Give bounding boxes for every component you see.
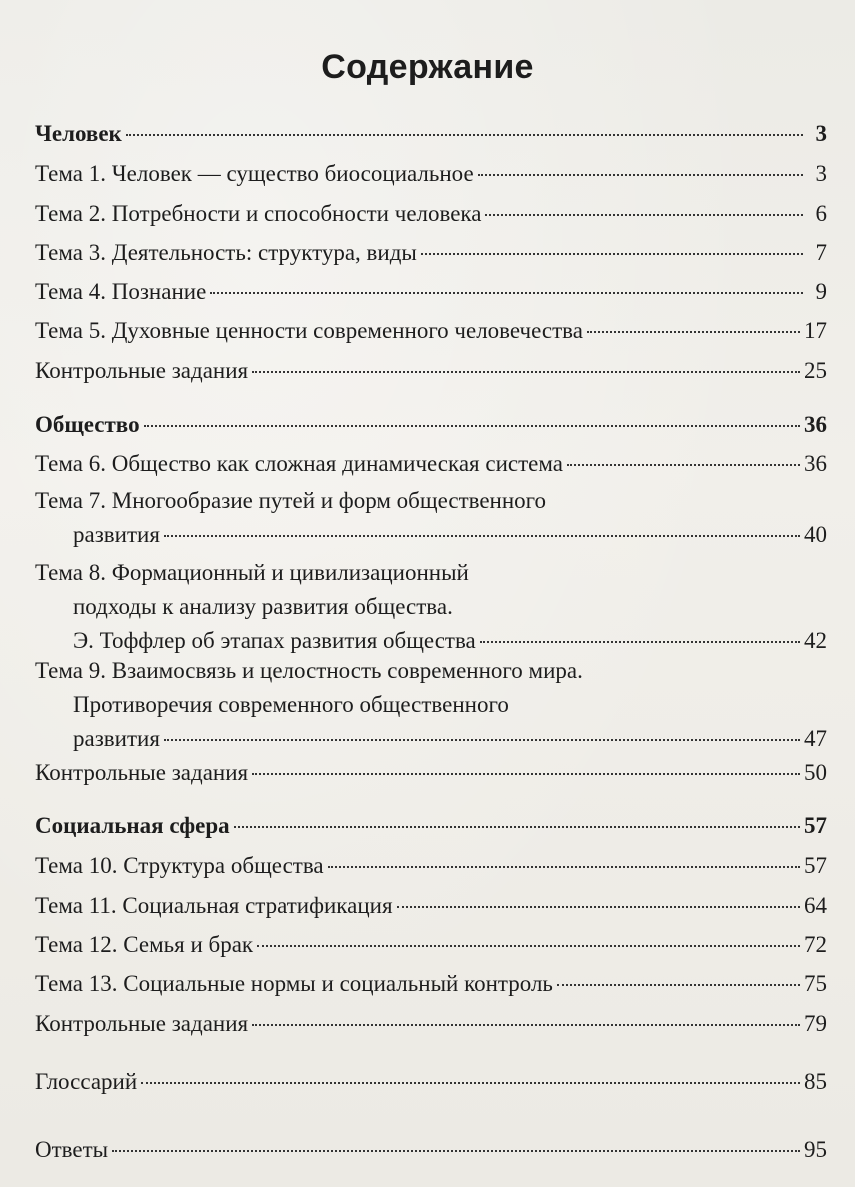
toc-page-number: 47 [804,726,827,751]
toc-page-number: 25 [804,358,827,383]
toc-entry-text: развития [73,726,160,751]
toc-leader-dots [480,641,800,643]
toc-leader-dots [478,174,803,176]
toc-entry-text: Тема 6. Общество как сложная динамическая система [35,451,563,476]
toc-entry [35,849,827,883]
toc-entry [35,157,827,191]
toc-entry-text: развития [73,522,160,547]
toc-entry [35,484,827,552]
toc-leader-dots [557,984,800,986]
toc-page-number: 40 [804,522,827,547]
toc-page-number: 42 [804,628,827,653]
toc-entry [35,275,827,309]
toc-section-heading [35,408,827,442]
toc-leader-dots [397,906,800,908]
toc-entry-text: Общество [35,412,140,437]
toc-entry-text: Тема 2. Потребности и способности человека [35,201,482,226]
toc-leader-dots [144,425,800,427]
toc-leader-dots [112,1150,800,1152]
toc-leader-dots [252,371,800,373]
toc-entry-text: Тема 9. Взаимосвязь и целостность современного мира. [35,658,583,683]
toc-entry-text: Контрольные задания [35,760,249,785]
toc-leader-dots [252,773,800,775]
toc-page-number: 17 [804,318,827,343]
toc-page-number: 57 [804,813,827,838]
toc-page-number: 36 [804,451,827,476]
toc-entry-answers [35,1133,827,1167]
toc-page-number: 6 [815,201,827,226]
toc-entry-text: Глоссарий [35,1069,138,1094]
toc-entry [35,197,827,231]
toc-page-number: 75 [804,971,827,996]
toc-leader-dots [210,292,803,294]
toc-page-number: 72 [804,932,827,957]
toc-leader-dots [485,214,803,216]
toc-leader-dots [141,1082,800,1084]
toc-section-heading [35,117,827,151]
toc-entry-text: Э. Тоффлер об этапах развития общества [73,628,476,653]
toc-leader-dots [234,826,800,828]
toc-entry [35,556,827,658]
toc-entry [35,756,827,790]
toc-entry-text: Тема 12. Семья и брак [35,932,254,957]
toc-entry-text: Человек [35,121,122,146]
toc-page-number: 85 [804,1069,827,1094]
toc-entry [35,654,827,756]
toc-page-number: 64 [804,893,827,918]
toc-entry-text: Тема 1. Человек — существо биосоциальное [35,161,474,186]
toc-page-number: 3 [815,121,827,146]
toc-entry [35,928,827,962]
toc-page-number: 57 [804,853,827,878]
toc-page-number: 50 [804,760,827,785]
toc-entry-text: Социальная сфера [35,813,230,838]
toc-page-number: 9 [815,279,827,304]
toc-leader-dots [164,535,800,537]
toc-entry-text: Тема 10. Структура общества [35,853,324,878]
toc-entry [35,1007,827,1041]
toc-entry-text: Тема 7. Многообразие путей и форм общественного [35,488,547,513]
toc-entry-text: Ответы [35,1137,109,1162]
toc-entry-text: Тема 3. Деятельность: структура, виды [35,240,417,265]
toc-leader-dots [252,1024,800,1026]
toc-page-number: 36 [804,412,827,437]
toc-entry [35,967,827,1001]
toc-entry-text: Противоречия современного общественного [73,692,509,717]
page-title: Содержание [321,48,534,86]
toc-page-number: 79 [804,1011,827,1036]
toc-entry [35,236,827,270]
toc-entry [35,314,827,348]
toc-entry-text: Тема 5. Духовные ценности современного человечества [35,318,583,343]
toc-entry-text: Контрольные задания [35,1011,249,1036]
toc-leader-dots [126,134,803,136]
toc-leader-dots [421,253,803,255]
toc-page-number: 3 [815,161,827,186]
toc-leader-dots [257,945,800,947]
toc-entry-text: Тема 13. Социальные нормы и социальный контроль [35,971,553,996]
toc-entry [35,889,827,923]
toc-entry-text: подходы к анализу развития общества. [73,594,453,619]
toc-leader-dots [567,464,800,466]
toc-entry [35,354,827,388]
toc-entry-text: Тема 11. Социальная стратификация [35,893,393,918]
toc-entry [35,447,827,481]
toc-leader-dots [587,331,800,333]
toc-leader-dots [164,739,800,741]
toc-page-number: 7 [815,240,827,265]
toc-section-heading [35,809,827,843]
toc-entry-text: Контрольные задания [35,358,249,383]
toc-entry-text: Тема 8. Формационный и цивилизационный [35,560,469,585]
toc-page-number: 95 [804,1137,827,1162]
toc-entry-glossary [35,1065,827,1099]
toc-leader-dots [328,866,800,868]
toc-entry-text: Тема 4. Познание [35,279,207,304]
